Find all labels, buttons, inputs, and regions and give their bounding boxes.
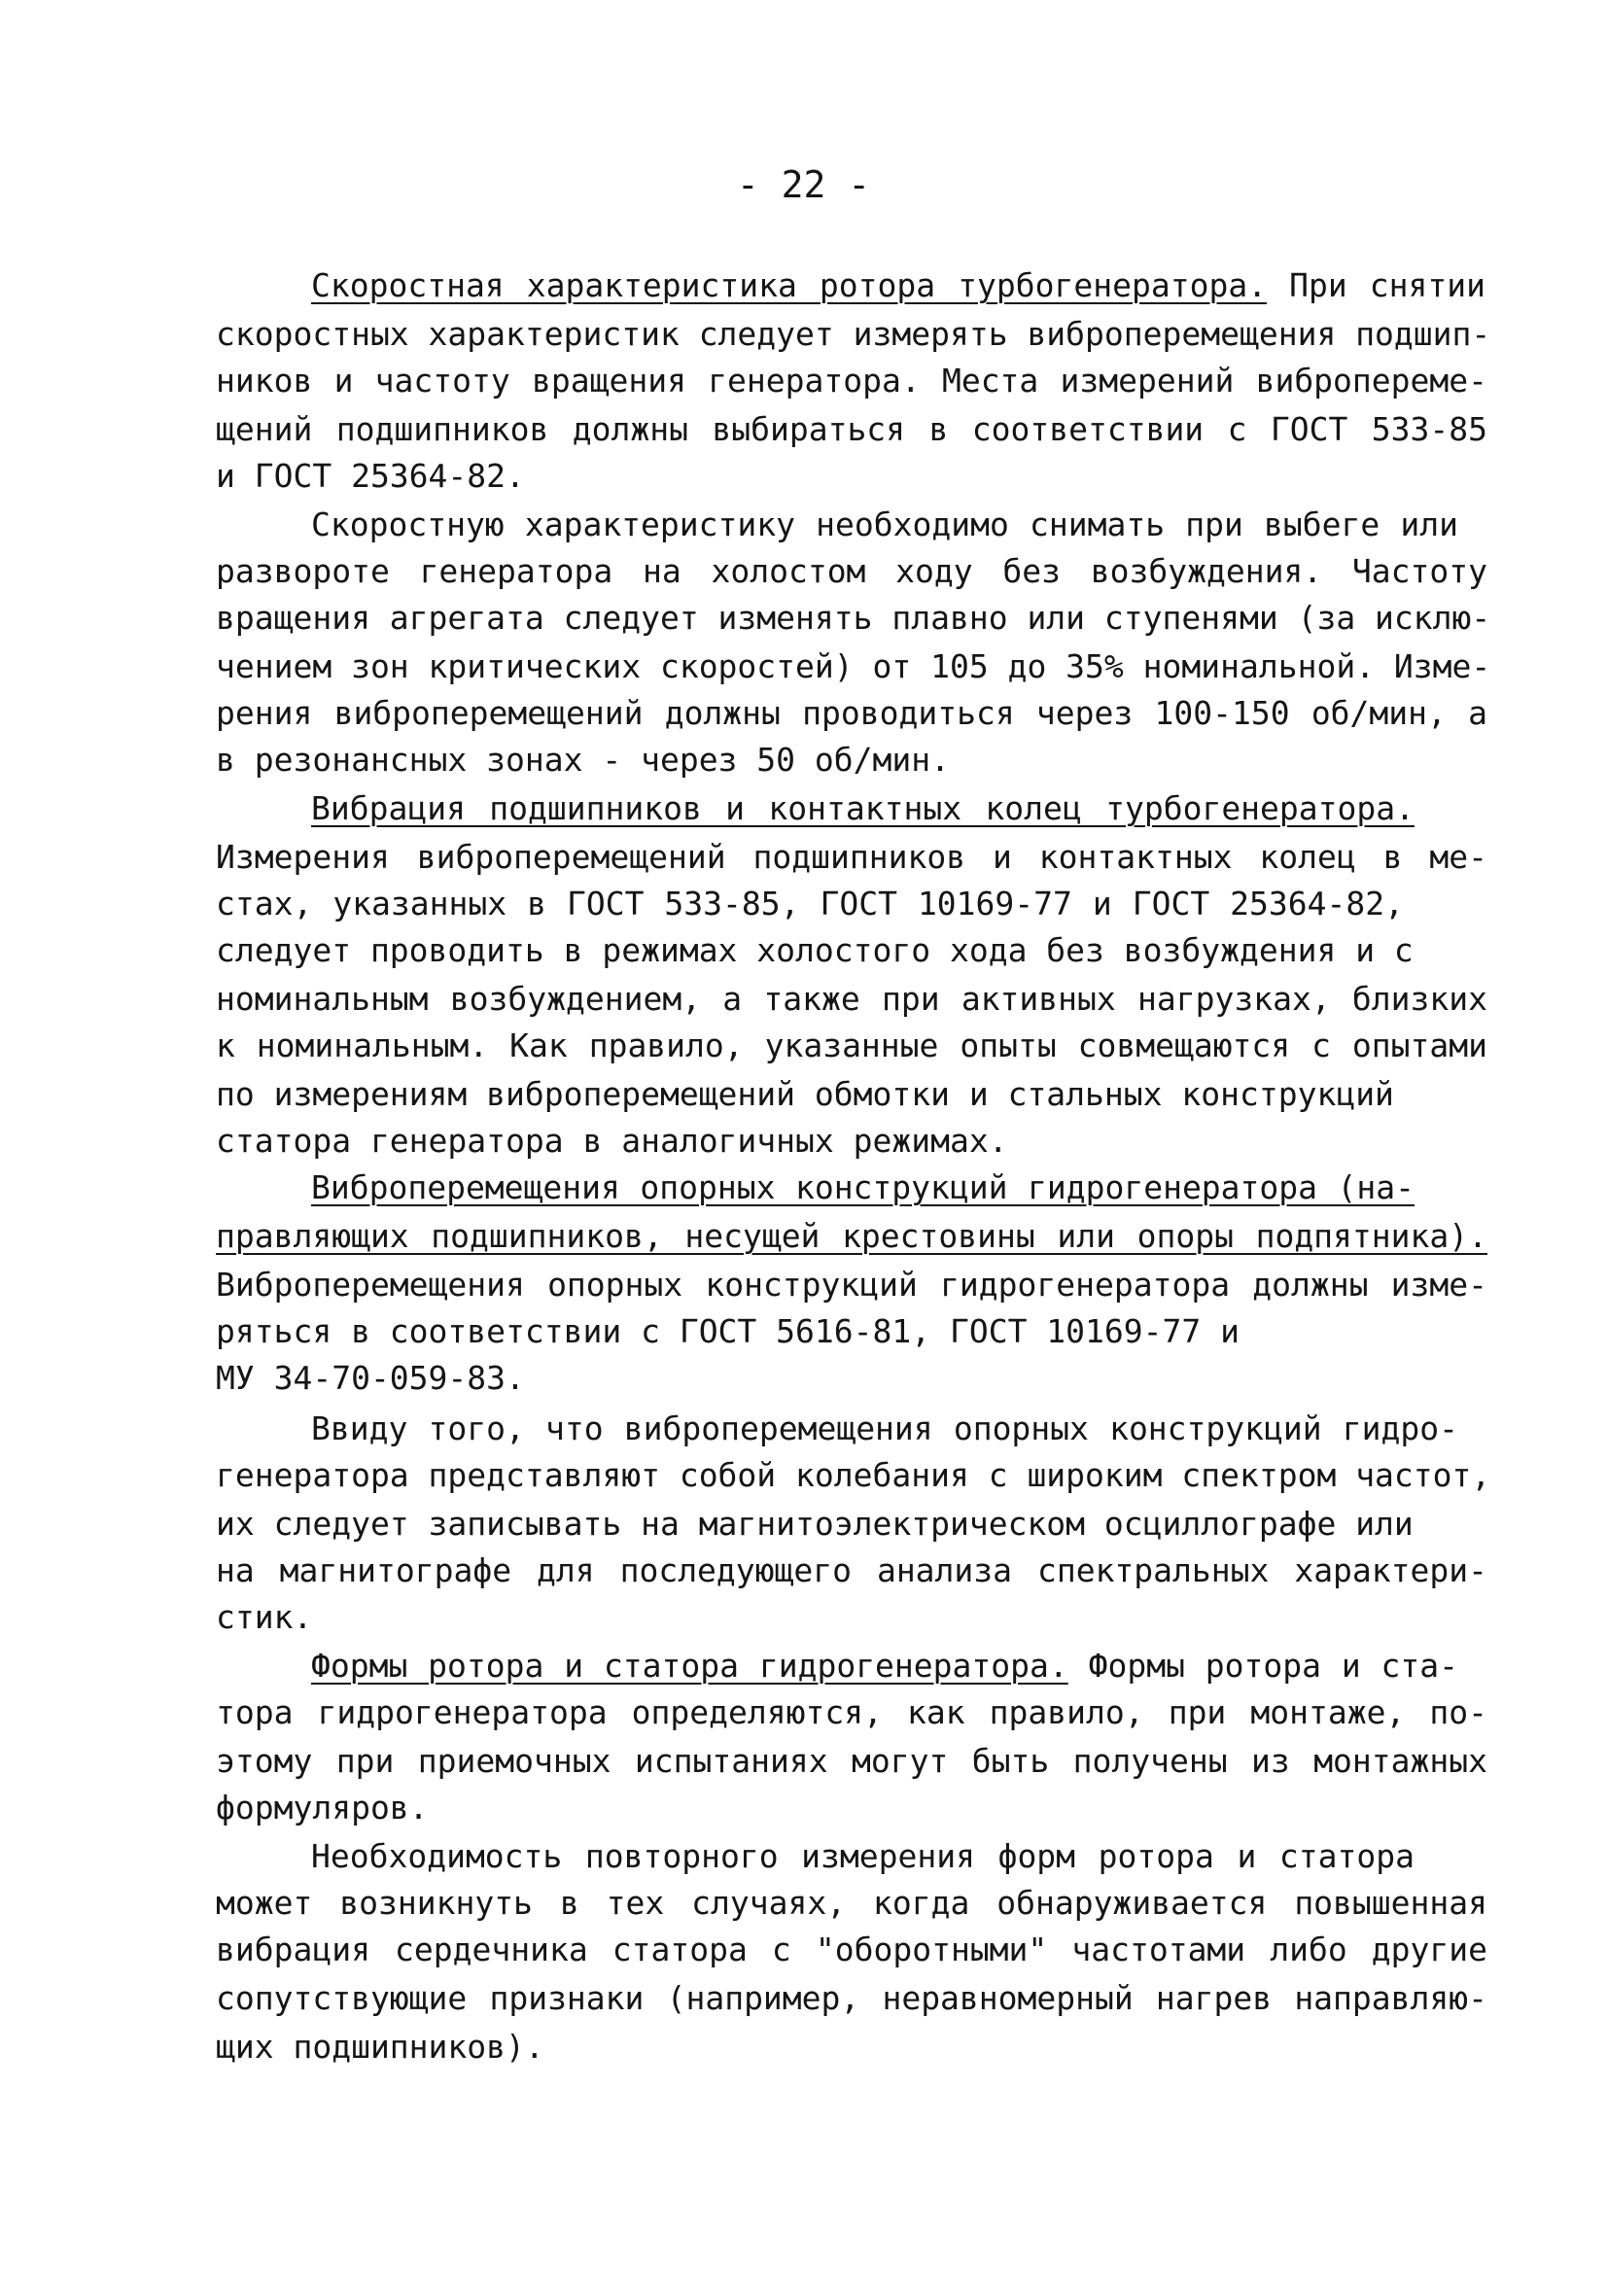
text-line	[216, 1740, 1487, 1783]
text-run: Скоростную характеристику необходимо снимать при выбеге или	[311, 505, 1458, 543]
text-line	[216, 1264, 1487, 1306]
text-line	[216, 1025, 1487, 1067]
text-run: в резонансных зонах - через 50 об/мин.	[216, 741, 950, 779]
text-line	[216, 1929, 1487, 1971]
text-line	[216, 1357, 525, 1400]
text-line	[216, 597, 1490, 640]
text-line	[216, 1503, 1414, 1546]
text-run: Формы ротора и ста-	[1067, 1647, 1459, 1685]
text-line	[216, 836, 1487, 879]
text-run: и ГОСТ 25364-82.	[216, 457, 525, 495]
text-run: вращения агрегата следует изменять плавно или ступенями (за исклю-	[216, 599, 1491, 637]
text-run: Необходимость повторного измерения форм ротора и статора	[311, 1837, 1415, 1875]
text-line	[216, 313, 1490, 356]
text-line	[216, 1977, 1487, 2020]
text-line	[311, 504, 1458, 546]
text-run: Виброперемещения опорных конструкций гидрогенератора должны изме-	[216, 1266, 1487, 1304]
text-line	[216, 978, 1487, 1021]
text-line	[216, 929, 1414, 972]
text-run: номинальным возбуждением, а также при активных нагрузках, близких	[216, 980, 1487, 1018]
text-line	[216, 455, 525, 498]
text-run: тора гидрогенератора определяются, как правило, при монтаже, по-	[216, 1693, 1487, 1731]
text-run: щений подшипников должны выбираться в соответствии с ГОСТ 533-85	[216, 410, 1487, 448]
text-line	[216, 1549, 1487, 1592]
underlined-heading: Формы ротора и статора гидрогенератора.	[311, 1647, 1068, 1685]
underlined-heading: правляющих подшипников, несущей крестовины или опоры подпятника).	[216, 1217, 1487, 1255]
underlined-heading: Скоростная характеристика ротора турбогенератора.	[311, 266, 1268, 304]
text-line	[216, 1787, 429, 1829]
text-run: вибрация сердечника статора с "оборотными" частотами либо другие	[216, 1931, 1487, 1968]
underlined-heading: Вибрация подшипников и контактных колец турбогенератора.	[311, 789, 1415, 827]
text-run: сопутствующие признаки (например, неравномерный нагрев направляю-	[216, 1979, 1487, 2017]
text-run: по измерениям виброперемещений обмотки и стальных конструкций	[216, 1075, 1394, 1113]
text-run: ряться в соответствии с ГОСТ 5616-81, ГОСТ 10169-77 и	[216, 1312, 1240, 1350]
underlined-heading: Виброперемещения опорных конструкций гидрогенератора (на-	[311, 1168, 1415, 1206]
text-run: Ввиду того, что виброперемещения опорных конструкций гидро-	[311, 1409, 1458, 1447]
text-run: щих подшипников).	[216, 2028, 544, 2066]
text-run: Измерения виброперемещений подшипников и контактных колец в ме-	[216, 838, 1487, 876]
text-run: этому при приемочных испытаниях могут быть получены из монтажных	[216, 1742, 1487, 1780]
text-line	[216, 1215, 1487, 1258]
text-run: скоростных характеристик следует измерять виброперемещения подшип-	[216, 315, 1491, 353]
text-line	[311, 1408, 1458, 1450]
text-line	[216, 408, 1487, 451]
text-run: стик.	[216, 1598, 313, 1636]
text-line	[216, 1073, 1394, 1116]
text-line	[311, 264, 1485, 307]
text-line	[216, 645, 1490, 688]
text-line	[216, 883, 1404, 925]
text-line	[311, 1645, 1458, 1687]
text-line	[216, 692, 1487, 735]
page-number: - 22 -	[736, 163, 871, 206]
text-run: генератора представляют собой колебания с широким спектром частот,	[216, 1456, 1491, 1494]
text-line	[216, 1454, 1490, 1497]
text-line	[216, 1120, 1008, 1163]
text-line	[216, 739, 950, 782]
text-run: ников и частоту вращения генератора. Места измерений виброперeме-	[216, 362, 1487, 400]
text-run: стах, указанных в ГОСТ 533-85, ГОСТ 10169-77 и ГОСТ 25364-82,	[216, 885, 1404, 922]
text-line	[311, 1835, 1415, 1878]
text-run: формуляров.	[216, 1789, 429, 1826]
text-run: При снятии	[1267, 266, 1485, 304]
text-line	[216, 1882, 1487, 1925]
text-line	[311, 787, 1415, 830]
text-line	[216, 2026, 544, 2069]
text-run: рения виброперемещений должны проводиться через 100-150 об/мин, а	[216, 694, 1487, 732]
text-line	[216, 360, 1487, 402]
text-run: статора генератора в аналогичных режимах.	[216, 1122, 1008, 1160]
text-run: чением зон критических скоростей) от 105 до 35% номинальной. Изме-	[216, 647, 1491, 685]
text-run: на магнитографе для последующего анализа спектральных характери-	[216, 1551, 1487, 1589]
text-run: МУ 34-70-059-83.	[216, 1359, 525, 1397]
text-run: их следует записывать на магнитоэлектрическом осциллографе или	[216, 1505, 1414, 1543]
text-run: следует проводить в режимах холостого хода без возбуждения и с	[216, 931, 1414, 969]
text-run: развороте генератора на холостом ходу без возбуждения. Частоту	[216, 552, 1487, 590]
text-line	[216, 550, 1487, 593]
text-run: к номинальным. Как правило, указанные опыты совмещаются с опытами	[216, 1026, 1487, 1064]
text-run: может возникнуть в тех случаях, когда обнаруживается повышенная	[216, 1884, 1487, 1922]
text-line	[311, 1166, 1415, 1209]
text-line	[216, 1310, 1240, 1353]
text-line	[216, 1596, 312, 1639]
text-line	[216, 1691, 1487, 1734]
